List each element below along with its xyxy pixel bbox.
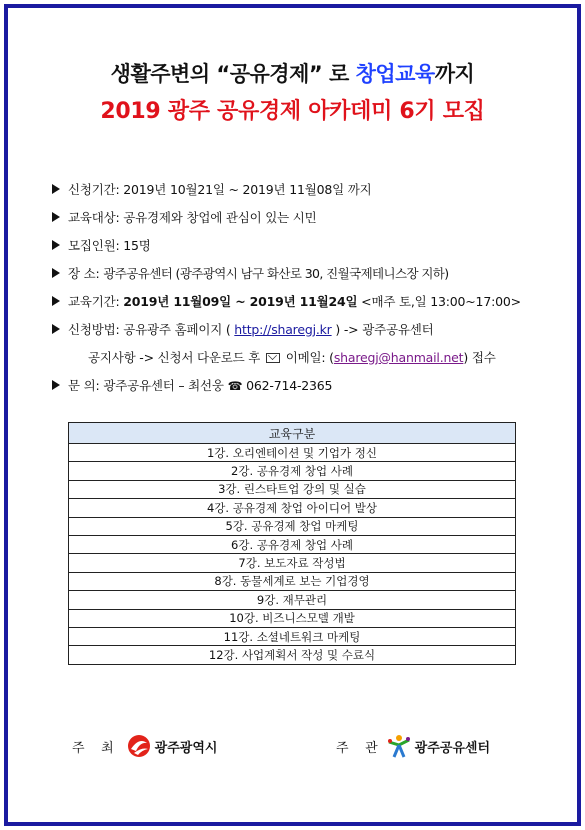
info-label: 문 의: bbox=[68, 378, 100, 393]
info-label: 신청기간: bbox=[68, 182, 120, 197]
info-value: 공유광주 홈페이지 ( bbox=[123, 322, 235, 337]
info-value-bold: 2019년 11월09일 ~ 2019년 11월24일 bbox=[123, 294, 358, 309]
info-label: 교육대상: bbox=[68, 210, 120, 225]
info-value: 공지사항 -> 신청서 다운로드 후 bbox=[88, 350, 261, 365]
bullet-arrow-icon bbox=[52, 324, 60, 334]
envelope-icon bbox=[266, 353, 280, 363]
info-label: 교육기간: bbox=[68, 294, 120, 309]
bullet-arrow-icon bbox=[52, 380, 60, 390]
info-edu-period bbox=[52, 292, 521, 310]
host-name: 광주광역시 bbox=[154, 740, 218, 756]
homepage-link[interactable]: http://sharegj.kr bbox=[234, 322, 332, 337]
table-cell: 9강. 재무관리 bbox=[69, 591, 516, 609]
contact-phone: 062-714-2365 bbox=[246, 378, 333, 393]
title-text: 생활주변의 “공유경제” 로 bbox=[110, 62, 356, 86]
title-line-2: 2019 광주 공유경제 아카데미 6기 모집 bbox=[100, 99, 485, 124]
table-row bbox=[69, 591, 516, 609]
info-period bbox=[52, 180, 371, 198]
title-line-1 bbox=[0, 58, 585, 88]
info-method-line2 bbox=[88, 348, 496, 366]
info-value-post: ) -> 광주공유센터 bbox=[331, 322, 434, 337]
table-cell: 8강. 동물세계로 보는 기업경영 bbox=[69, 572, 516, 590]
bullet-arrow-icon bbox=[52, 184, 60, 194]
host-block bbox=[72, 733, 217, 759]
title-highlight: 창업교육 bbox=[355, 62, 435, 86]
info-label: 장 소: bbox=[68, 266, 100, 281]
table-cell: 12강. 사업계획서 작성 및 수료식 bbox=[69, 646, 516, 664]
info-label: 모집인원: bbox=[68, 238, 120, 253]
info-capacity bbox=[52, 236, 151, 254]
table-cell: 2강. 공유경제 창업 사례 bbox=[69, 462, 516, 480]
bullet-arrow-icon bbox=[52, 268, 60, 278]
table-row bbox=[69, 444, 516, 462]
info-value: 공유경제와 창업에 관심이 있는 시민 bbox=[123, 210, 317, 225]
table-row bbox=[69, 572, 516, 590]
table-cell: 1강. 오리엔테이션 및 기업가 정신 bbox=[69, 444, 516, 462]
info-target bbox=[52, 208, 317, 226]
organizer-name: 광주공유센터 bbox=[414, 740, 491, 756]
table-header: 교육구분 bbox=[69, 423, 516, 444]
table-row bbox=[69, 535, 516, 553]
table-row bbox=[69, 554, 516, 572]
table-row bbox=[69, 499, 516, 517]
table-cell: 3강. 린스타트업 강의 및 실습 bbox=[69, 480, 516, 498]
table-cell: 10강. 비즈니스모델 개발 bbox=[69, 609, 516, 627]
gwangju-city-logo-icon bbox=[126, 733, 152, 759]
table-cell: 5강. 공유경제 창업 마케팅 bbox=[69, 517, 516, 535]
page-border bbox=[4, 4, 581, 826]
table-cell: 6강. 공유경제 창업 사례 bbox=[69, 535, 516, 553]
info-value: 2019년 10월21일 ~ 2019년 11월08일 까지 bbox=[123, 182, 372, 197]
info-value: 광주공유센터 – 최선웅 bbox=[103, 378, 224, 393]
organizer-label: 주 관 bbox=[336, 740, 378, 756]
course-table bbox=[68, 422, 516, 665]
table-cell: 7강. 보도자료 작성법 bbox=[69, 554, 516, 572]
info-label: 신청방법: bbox=[68, 322, 120, 337]
info-value-extra: <매주 토,일 13:00~17:00> bbox=[361, 294, 521, 309]
sharing-center-logo-icon bbox=[386, 733, 412, 759]
info-method bbox=[52, 320, 433, 338]
bullet-arrow-icon bbox=[52, 240, 60, 250]
table-cell: 4강. 공유경제 창업 아이디어 발상 bbox=[69, 499, 516, 517]
table-row bbox=[69, 462, 516, 480]
table-row bbox=[69, 627, 516, 645]
bullet-arrow-icon bbox=[52, 212, 60, 222]
host-label: 주 최 bbox=[72, 740, 114, 756]
table-row bbox=[69, 480, 516, 498]
info-value-post: ) 접수 bbox=[463, 350, 496, 365]
table-row bbox=[69, 646, 516, 664]
phone-icon: ☎ bbox=[227, 379, 243, 393]
title-text-end: 까지 bbox=[434, 62, 475, 86]
info-value-mid: 이메일: ( bbox=[285, 350, 334, 365]
organizer-block bbox=[336, 733, 490, 759]
info-value: 광주공유센터 (광주광역시 남구 화산로 30, 진월국제테니스장 지하) bbox=[103, 266, 449, 281]
bullet-arrow-icon bbox=[52, 296, 60, 306]
table-cell: 11강. 소셜네트워크 마케팅 bbox=[69, 627, 516, 645]
table-row bbox=[69, 609, 516, 627]
table-row bbox=[69, 517, 516, 535]
email-link[interactable]: sharegj@hanmail.net bbox=[333, 350, 464, 365]
info-place bbox=[52, 264, 449, 282]
info-contact bbox=[52, 376, 332, 394]
info-value: 15명 bbox=[123, 238, 151, 253]
